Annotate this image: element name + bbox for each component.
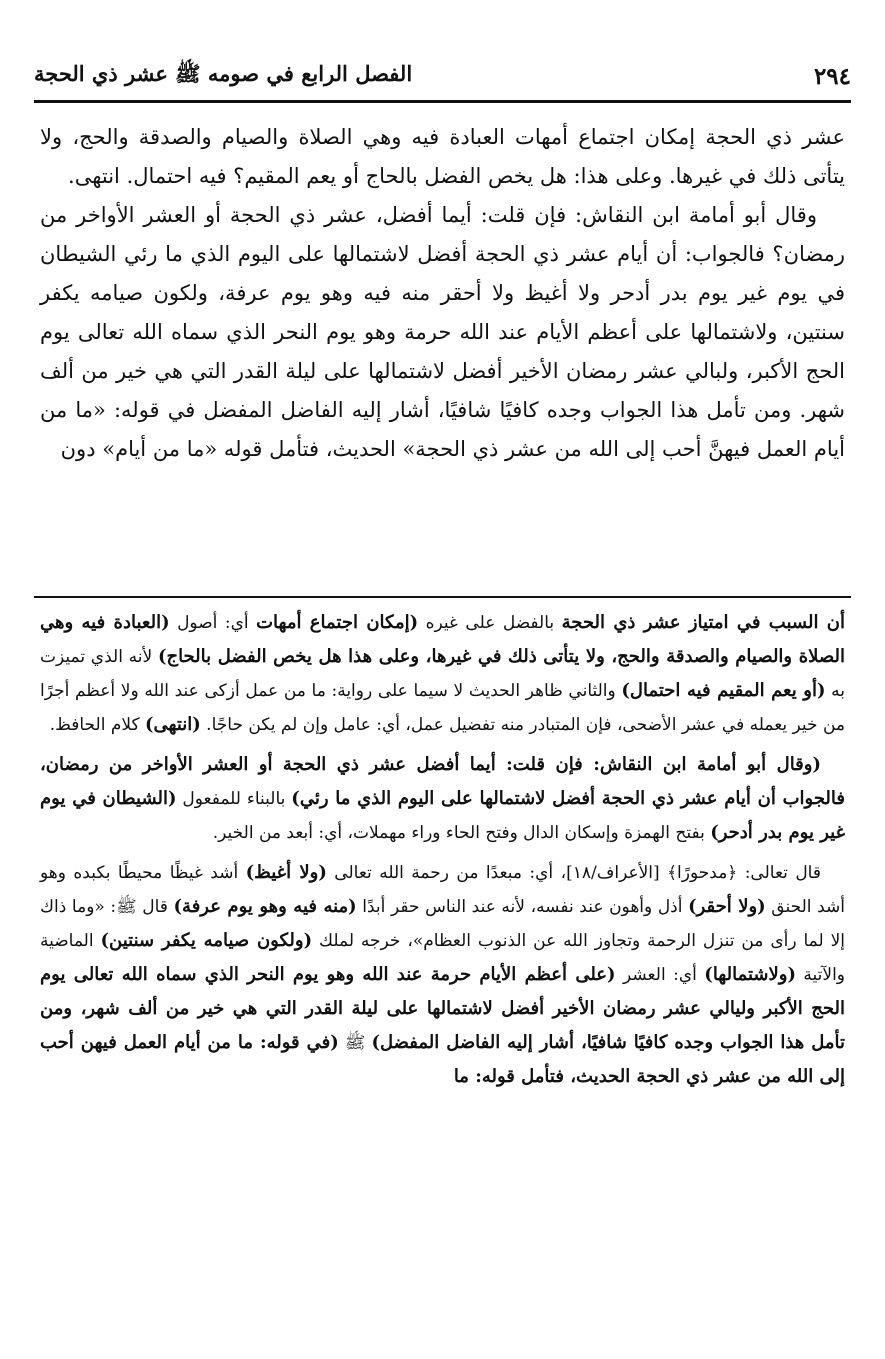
commentary-text: الماضية والآتية	[40, 931, 846, 985]
commentary-paragraph-3	[40, 856, 845, 1094]
commentary-text: أي: أصول	[169, 613, 257, 633]
commentary-text: بالفضل على غيره	[418, 613, 562, 633]
commentary-text: قال ﷺ: «وما ذاك إلا لما رأى من تنزل الرحمة وتجاوز الله عن الذنوب العظام»، خرجه لملك	[40, 897, 846, 951]
commentary-text: بفتح الهمزة وإسكان الدال وفتح الحاء وراء مهملات، أي: أبعد من الخير.	[212, 823, 711, 843]
commentary-text: بالبناء للمفعول	[176, 789, 292, 809]
commentary-quote: (ولا أغيظ)	[245, 862, 327, 883]
commentary-quote: (على أعظم الأيام حرمة عند الله وهو يوم النحر الذي سماه الله تعالى يوم الحج الأكبر وليالي عشر رمضان الأخير أفضل لاشتمالها على ليلة القدر التي هي خير من ألف شهر، ومن تأمل هذا الجواب وجده كافيًا شافيًا، أشار إليه الفاضل المفضل)	[40, 964, 846, 1053]
commentary-text: أي: العشر	[615, 965, 705, 985]
commentary-quote: (وقال أبو أمامة ابن النقاش: فإن قلت: أيما أفضل عشر ذي الحجة أو العشر الأواخر من رمضان، فالجواب أن أيام عشر ذي الحجة أفضل لاشتمالها على اليوم الذي ما رئي)	[40, 754, 846, 809]
commentary-quote: (العبادة فيه وهي الصلاة والصيام والصدقة والحج، ولا يتأتى ذلك في غيرها، وعلى هذا هل يخص الفضل بالحاج)	[40, 612, 845, 667]
page-number: ٢٩٤	[813, 62, 851, 90]
commentary-quote: (ولا أحقر)	[688, 896, 766, 917]
commentary-text: لأنه الذي تميزت به	[40, 647, 845, 701]
commentary-quote: (منه فيه وهو يوم عرفة)	[173, 896, 357, 917]
commentary-text: قال تعالى: ﴿مدحورًا﴾ [الأعراف/١٨]، أي: مبعدًا من رحمة الله تعالى	[326, 863, 821, 883]
commentary-text: ﷺ	[338, 1033, 372, 1053]
commentary-quote: (ولكون صيامه يكفر سنتين)	[100, 930, 313, 951]
commentary-quote: (في قوله: ما من أيام العمل فيهن أحب إلى الله من عشر ذي الحجة الحديث، فتأمل قوله: ما	[40, 1032, 845, 1087]
main-paragraph-1: عشر ذي الحجة إمكان اجتماع أمهات العبادة فيه وهي الصلاة والصيام والصدقة والحج، ولا يتأتى ذلك في غيرها. وعلى هذا: هل يخص الفضل بالحاج أو يعم المقيم؟ فيه احتمال. انتهى.	[40, 125, 845, 188]
commentary-quote: (الشيطان في يوم غير يوم بدر أدحر)	[40, 788, 845, 843]
commentary-quote: (أو يعم المقيم فيه احتمال)	[621, 680, 826, 701]
commentary-paragraph-2	[40, 748, 845, 850]
page-header	[34, 58, 851, 94]
commentary-divider	[34, 596, 851, 598]
commentary	[40, 606, 845, 1100]
main-paragraph-2: وقال أبو أمامة ابن النقاش: فإن قلت: أيما أفضل، عشر ذي الحجة أو العشر الأواخر من رمضان؟ فالجواب: أن أيام عشر ذي الحجة أفضل لاشتمالها على اليوم الذي ما رئي الشيطان في يوم غير يوم بدر أدحر ولا أغيظ ولا أحقر منه فيه وهو يوم عرفة، ولكون صيامه يكفر سنتين، ولاشتمالها على أعظم الأيام عند الله حرمة وهو يوم النحر الذي سماه الله تعالى يوم الحج الأكبر، ولبالي عشر رمضان الأخير أفضل لاشتمالها على ليلة القدر التي هي خير من ألف شهر. ومن تأمل هذا الجواب وجده كافيًا شافيًا، أشار إليه الفاضل المفضل في قوله: «ما من أيام العمل فيهنَّ أحب إلى الله من عشر ذي الحجة» الحديث، فتأمل قوله «ما من أيام» دون	[40, 203, 845, 461]
commentary-text: أذل وأهون عند نفسه، لأنه عند الناس حقر أبدًا	[356, 897, 689, 917]
main-text	[40, 118, 845, 469]
commentary-text: كلام الحافظ.	[49, 715, 145, 735]
commentary-text: أشد غيظًا محيطًا بكبده وهو أشد الحنق	[40, 863, 845, 917]
chapter-title: الفصل الرابع في صومه ﷺ عشر ذي الحجة	[34, 60, 413, 86]
header-rule	[34, 100, 851, 103]
commentary-quote: (إمكان اجتماع أمهات	[256, 612, 419, 633]
commentary-quote: أن السبب في امتياز عشر ذي الحجة	[561, 612, 846, 633]
commentary-quote: (ولاشتمالها)	[704, 964, 796, 985]
commentary-quote: (انتهى)	[145, 714, 201, 735]
commentary-paragraph-1	[40, 606, 845, 742]
commentary-text: والثاني ظاهر الحديث لا سيما على رواية: ما من عمل أزكى عند الله ولا أعظم أجرًا من خير يعمله في عشر الأضحى، فإن المتبادر منه تفضيل عمل، أي: عامل وإن لم يكن حاجًا.	[40, 681, 845, 735]
